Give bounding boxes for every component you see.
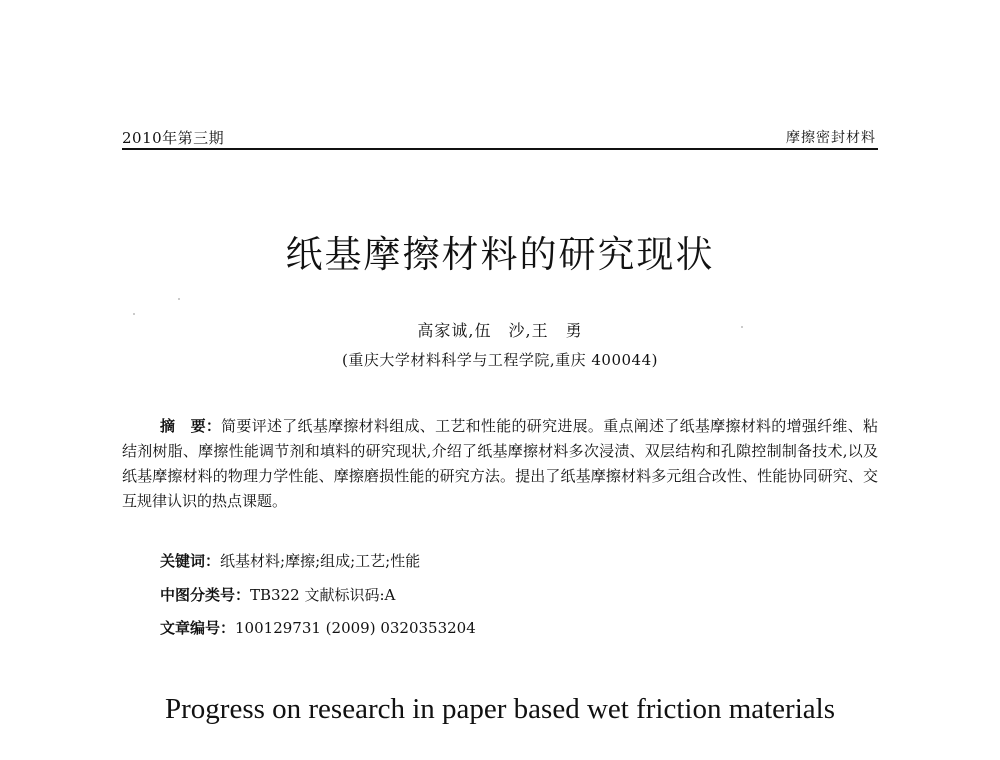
- header-divider: [122, 148, 878, 150]
- english-title: Progress on research in paper based wet friction materials: [165, 693, 835, 725]
- paper-affiliation: (重庆大学材料科学与工程学院,重庆 400044): [341, 351, 658, 369]
- article-number-line: [160, 617, 476, 638]
- abstract-text: 简要评述了纸基摩擦材料组成、工艺和性能的研究进展。重点阐述了纸基摩擦材料的增强纤维、粘结剂树脂、摩擦性能调节剂和填料的研究现状,介绍了纸基摩擦材料多次浸渍、双层结构和孔隙控制制备技术,以及纸基摩擦材料的物理力学性能、摩擦磨损性能的研究方法。提出了纸基摩擦材料多元组合改性、性能协同研究、交互规律认识的热点课题。: [122, 417, 878, 510]
- paper-authors: 高家诚,伍 沙,王 勇: [417, 321, 583, 340]
- journal-section: 摩擦密封材料: [786, 130, 876, 146]
- classification-value: TB322 文献标识码:A: [250, 586, 396, 604]
- keywords-value: 纸基材料;摩擦;组成;工艺;性能: [220, 552, 421, 570]
- scan-speck: [741, 326, 743, 328]
- scan-speck: [178, 298, 180, 300]
- keywords-label: 关键词：: [160, 552, 221, 570]
- abstract-label: 摘 要：: [160, 417, 222, 435]
- classification-line: [160, 584, 395, 605]
- keywords-line: [160, 550, 420, 571]
- scan-speck: [133, 313, 135, 315]
- article-number-label: 文章编号：: [160, 619, 236, 637]
- abstract: [122, 414, 878, 514]
- journal-issue: 2010年第三期: [122, 129, 225, 147]
- article-number-value: 100129731 (2009) 0320353204: [235, 619, 476, 637]
- paper-title: 纸基摩擦材料的研究现状: [285, 233, 715, 276]
- classification-label: 中图分类号：: [160, 586, 251, 604]
